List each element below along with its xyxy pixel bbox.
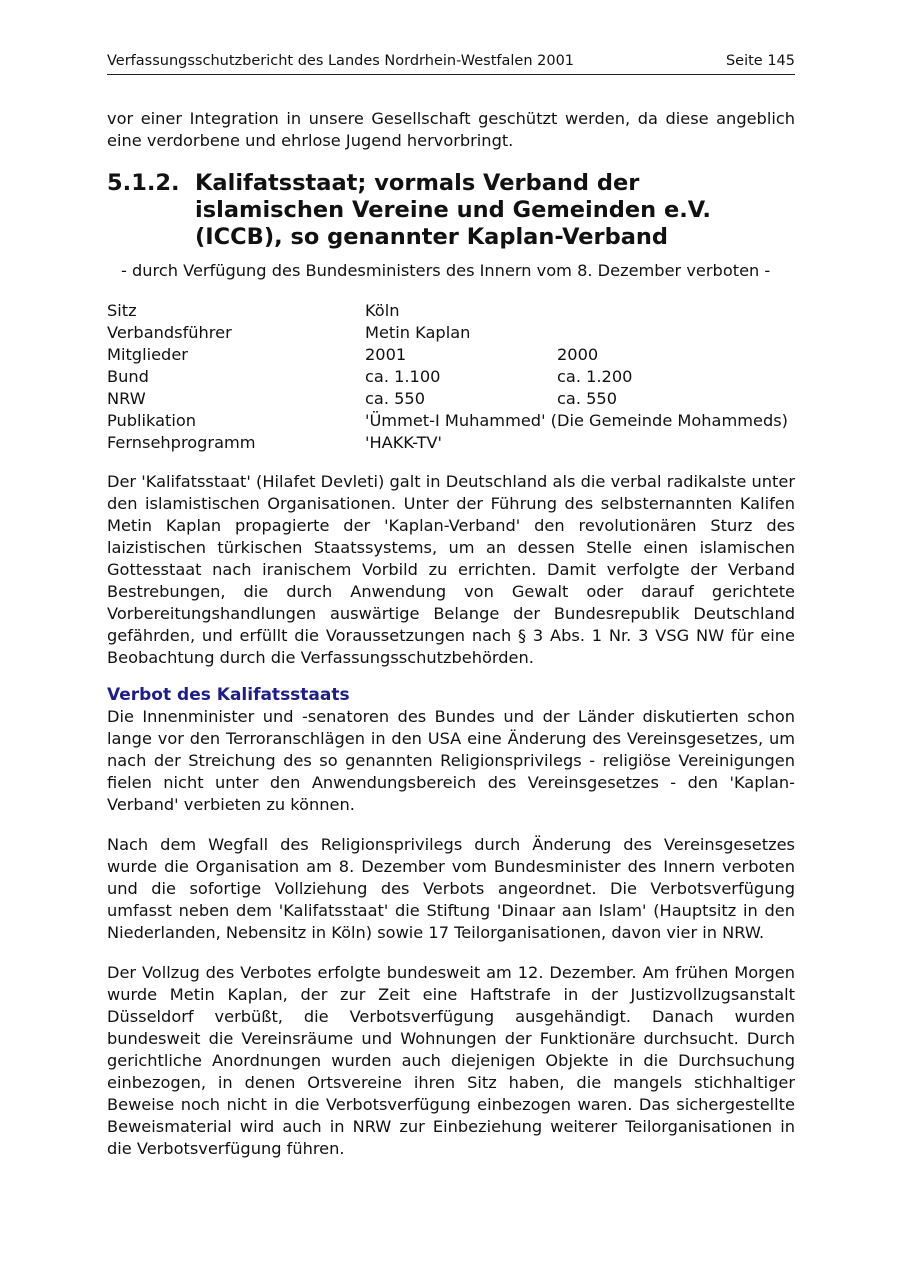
- subheading: Verbot des Kalifatsstaats: [107, 685, 350, 705]
- facts-row-publikation: [107, 410, 795, 432]
- facts-value: 'Ümmet-I Muhammed' (Die Gemeinde Mohammeds): [365, 411, 788, 430]
- body-paragraph-4: Der Vollzug des Verbotes erfolgte bundesweit am 12. Dezember. Am frühen Morgen wurde Metin Kaplan, der zur Zeit eine Haftstrafe in der Justizvollzugsanstalt Düsseldorf verbüßt, die Verbotsverfügung ausgehändigt. Danach wurden bundesweit die Vereinsräume und Wohnungen der Funktionäre durchsucht. Durch gerichtliche Anordnungen wurden auch diejenigen Objekte in die Durchsuchung einbezogen, in denen Ortsvereine ihren Sitz haben, die mangels stichhaltiger Beweise noch nicht in die Verbotsverfügung einbezogen waren. Das sichergestellte Beweismaterial wird auch in NRW zur Einbeziehung weiterer Teilorganisationen in die Verbotsverfügung führen.: [107, 963, 795, 1158]
- facts-value-2000: ca. 550: [557, 389, 618, 408]
- facts-row-fernsehprogramm: [107, 432, 795, 454]
- facts-label: Verbandsführer: [107, 323, 232, 342]
- facts-label: Publikation: [107, 411, 197, 430]
- facts-value: Köln: [365, 301, 400, 320]
- header-title: Verfassungsschutzbericht des Landes Nordrhein-Westfalen 2001: [107, 53, 575, 69]
- body-paragraph-1: Der 'Kalifatsstaat' (Hilafet Devleti) galt in Deutschland als die verbal radikalste unter den islamistischen Organisationen. Unter der Führung des selbsternannten Kalifen Metin Kaplan propagierte der 'Kaplan-Verband' den revolutionären Sturz des laizistischen türkischen Staatssystems, um an dessen Stelle einen islamischen Gottesstaat nach iranischem Vorbild zu errichten. Damit verfolgte der Verband Bestrebungen, die durch Anwendung von Gewalt oder darauf gerichtete Vorbereitungshandlungen auswärtige Belange der Bundesrepublik Deutschland gefährden, und erfüllt die Voraussetzungen nach § 3 Abs. 1 Nr. 3 VSG NW für eine Beobachtung durch die Verfassungsschutzbehörden.: [107, 472, 795, 667]
- facts-row-verbandsfuehrer: [107, 322, 795, 344]
- facts-row-nrw: [107, 388, 795, 410]
- facts-label: Fernsehprogramm: [107, 433, 256, 452]
- facts-value: 'HAKK-TV': [365, 433, 442, 452]
- running-header: [107, 50, 795, 75]
- facts-row-mitglieder: [107, 344, 795, 366]
- facts-table: [107, 300, 795, 454]
- facts-label: NRW: [107, 389, 146, 408]
- section-title: Kalifatsstaat; vormals Verband der islamischen Vereine und Gemeinden e.V. (ICCB), so genannter Kaplan-Verband: [195, 170, 711, 250]
- facts-label: Bund: [107, 367, 149, 386]
- facts-value-2001: ca. 550: [365, 389, 426, 408]
- facts-value: Metin Kaplan: [365, 323, 471, 342]
- section-number: 5.1.2.: [107, 170, 180, 196]
- facts-label: Sitz: [107, 301, 137, 320]
- body-paragraph-2: Die Innenminister und -senatoren des Bundes und der Länder diskutierten schon lange vor den Terroranschlägen in den USA eine Änderung des Vereinsgesetzes, um nach der Streichung des so genannten Religionsprivilegs - religiöse Vereinigungen fielen nicht unter den Anwendungsbereich des Vereinsgesetzes - den 'Kaplan-Verband' verbieten zu können.: [107, 707, 795, 814]
- facts-row-sitz: [107, 300, 795, 322]
- facts-row-bund: [107, 366, 795, 388]
- body-paragraph-3: Nach dem Wegfall des Religionsprivilegs durch Änderung des Vereinsgesetzes wurde die Organisation am 8. Dezember vom Bundesminister des Innern verboten und die sofortige Vollziehung des Verbots angeordnet. Die Verbotsverfügung umfasst neben dem 'Kalifatsstaat' die Stiftung 'Dinaar aan Islam' (Hauptsitz in den Niederlanden, Nebensitz in Köln) sowie 17 Teilorganisationen, davon vier in NRW.: [107, 835, 795, 942]
- page-number: Seite 145: [725, 53, 795, 69]
- section-subline: - durch Verfügung des Bundesministers des Innern vom 8. Dezember verboten -: [121, 261, 771, 280]
- facts-value-2000: ca. 1.200: [557, 367, 633, 386]
- facts-year-2000: 2000: [557, 345, 599, 364]
- facts-value-2001: ca. 1.100: [365, 367, 441, 386]
- facts-year-2001: 2001: [365, 345, 407, 364]
- lead-paragraph: vor einer Integration in unsere Gesellschaft geschützt werden, da diese angeblich eine verdorbene und ehrlose Jugend hervorbringt.: [107, 109, 795, 150]
- facts-label: Mitglieder: [107, 345, 188, 364]
